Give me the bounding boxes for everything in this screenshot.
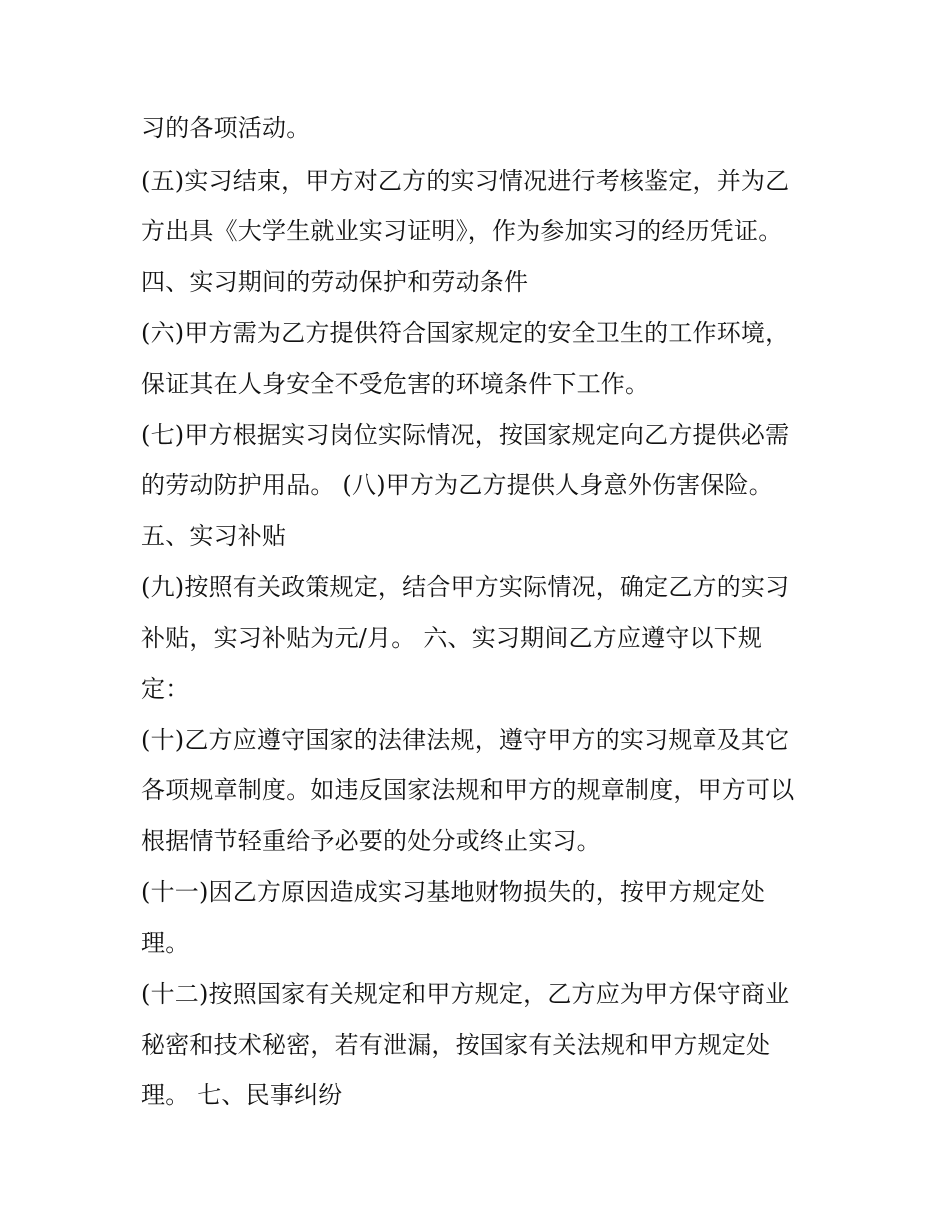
section-heading: 五、实习补贴 (141, 522, 287, 550)
text-line: 各项规章制度。如违反国家法规和甲方的规章制度，甲方可以 (141, 776, 795, 804)
text-line: (六)甲方需为乙方提供符合国家规定的安全卫生的工作环境， (141, 319, 790, 347)
text-line: 方出具《大学生就业实习证明》，作为参加实习的经历凭证。 (141, 217, 783, 245)
text-line: (十)乙方应遵守国家的法律法规，遵守甲方的实习规章及其它 (141, 726, 790, 754)
text-line: 的劳动防护用品。 (八)甲方为乙方提供人身意外伤害保险。 (141, 471, 773, 499)
text-line: 定： (141, 675, 190, 703)
text-line: 秘密和技术秘密，若有泄漏，按国家有关法规和甲方规定处 (141, 1031, 771, 1059)
text-line: 理。 七、民事纠纷 (141, 1081, 343, 1109)
text-line: 理。 (141, 929, 190, 957)
text-line: (五)实习结束，甲方对乙方的实习情况进行考核鉴定，并为乙 (141, 167, 790, 195)
text-line: 根据情节轻重给予必要的处分或终止实习。 (141, 827, 601, 855)
section-heading: 四、实习期间的劳动保护和劳动条件 (141, 268, 529, 296)
text-line: (九)按照有关政策规定，结合甲方实际情况，确定乙方的实习 (141, 573, 790, 601)
text-line: (十二)按照国家有关规定和甲方规定，乙方应为甲方保守商业 (141, 980, 790, 1008)
text-line: 习的各项活动。 (141, 114, 311, 142)
text-line: 保证其在人身安全不受危害的环境条件下工作。 (141, 370, 650, 398)
text-line: (七)甲方根据实习岗位实际情况，按国家规定向乙方提供必需 (141, 421, 790, 449)
text-line: (十一)因乙方原因造成实习基地财物损失的，按甲方规定处 (141, 878, 766, 906)
text-line: 补贴，实习补贴为元/月。 六、实习期间乙方应遵守以下规 (141, 624, 763, 652)
